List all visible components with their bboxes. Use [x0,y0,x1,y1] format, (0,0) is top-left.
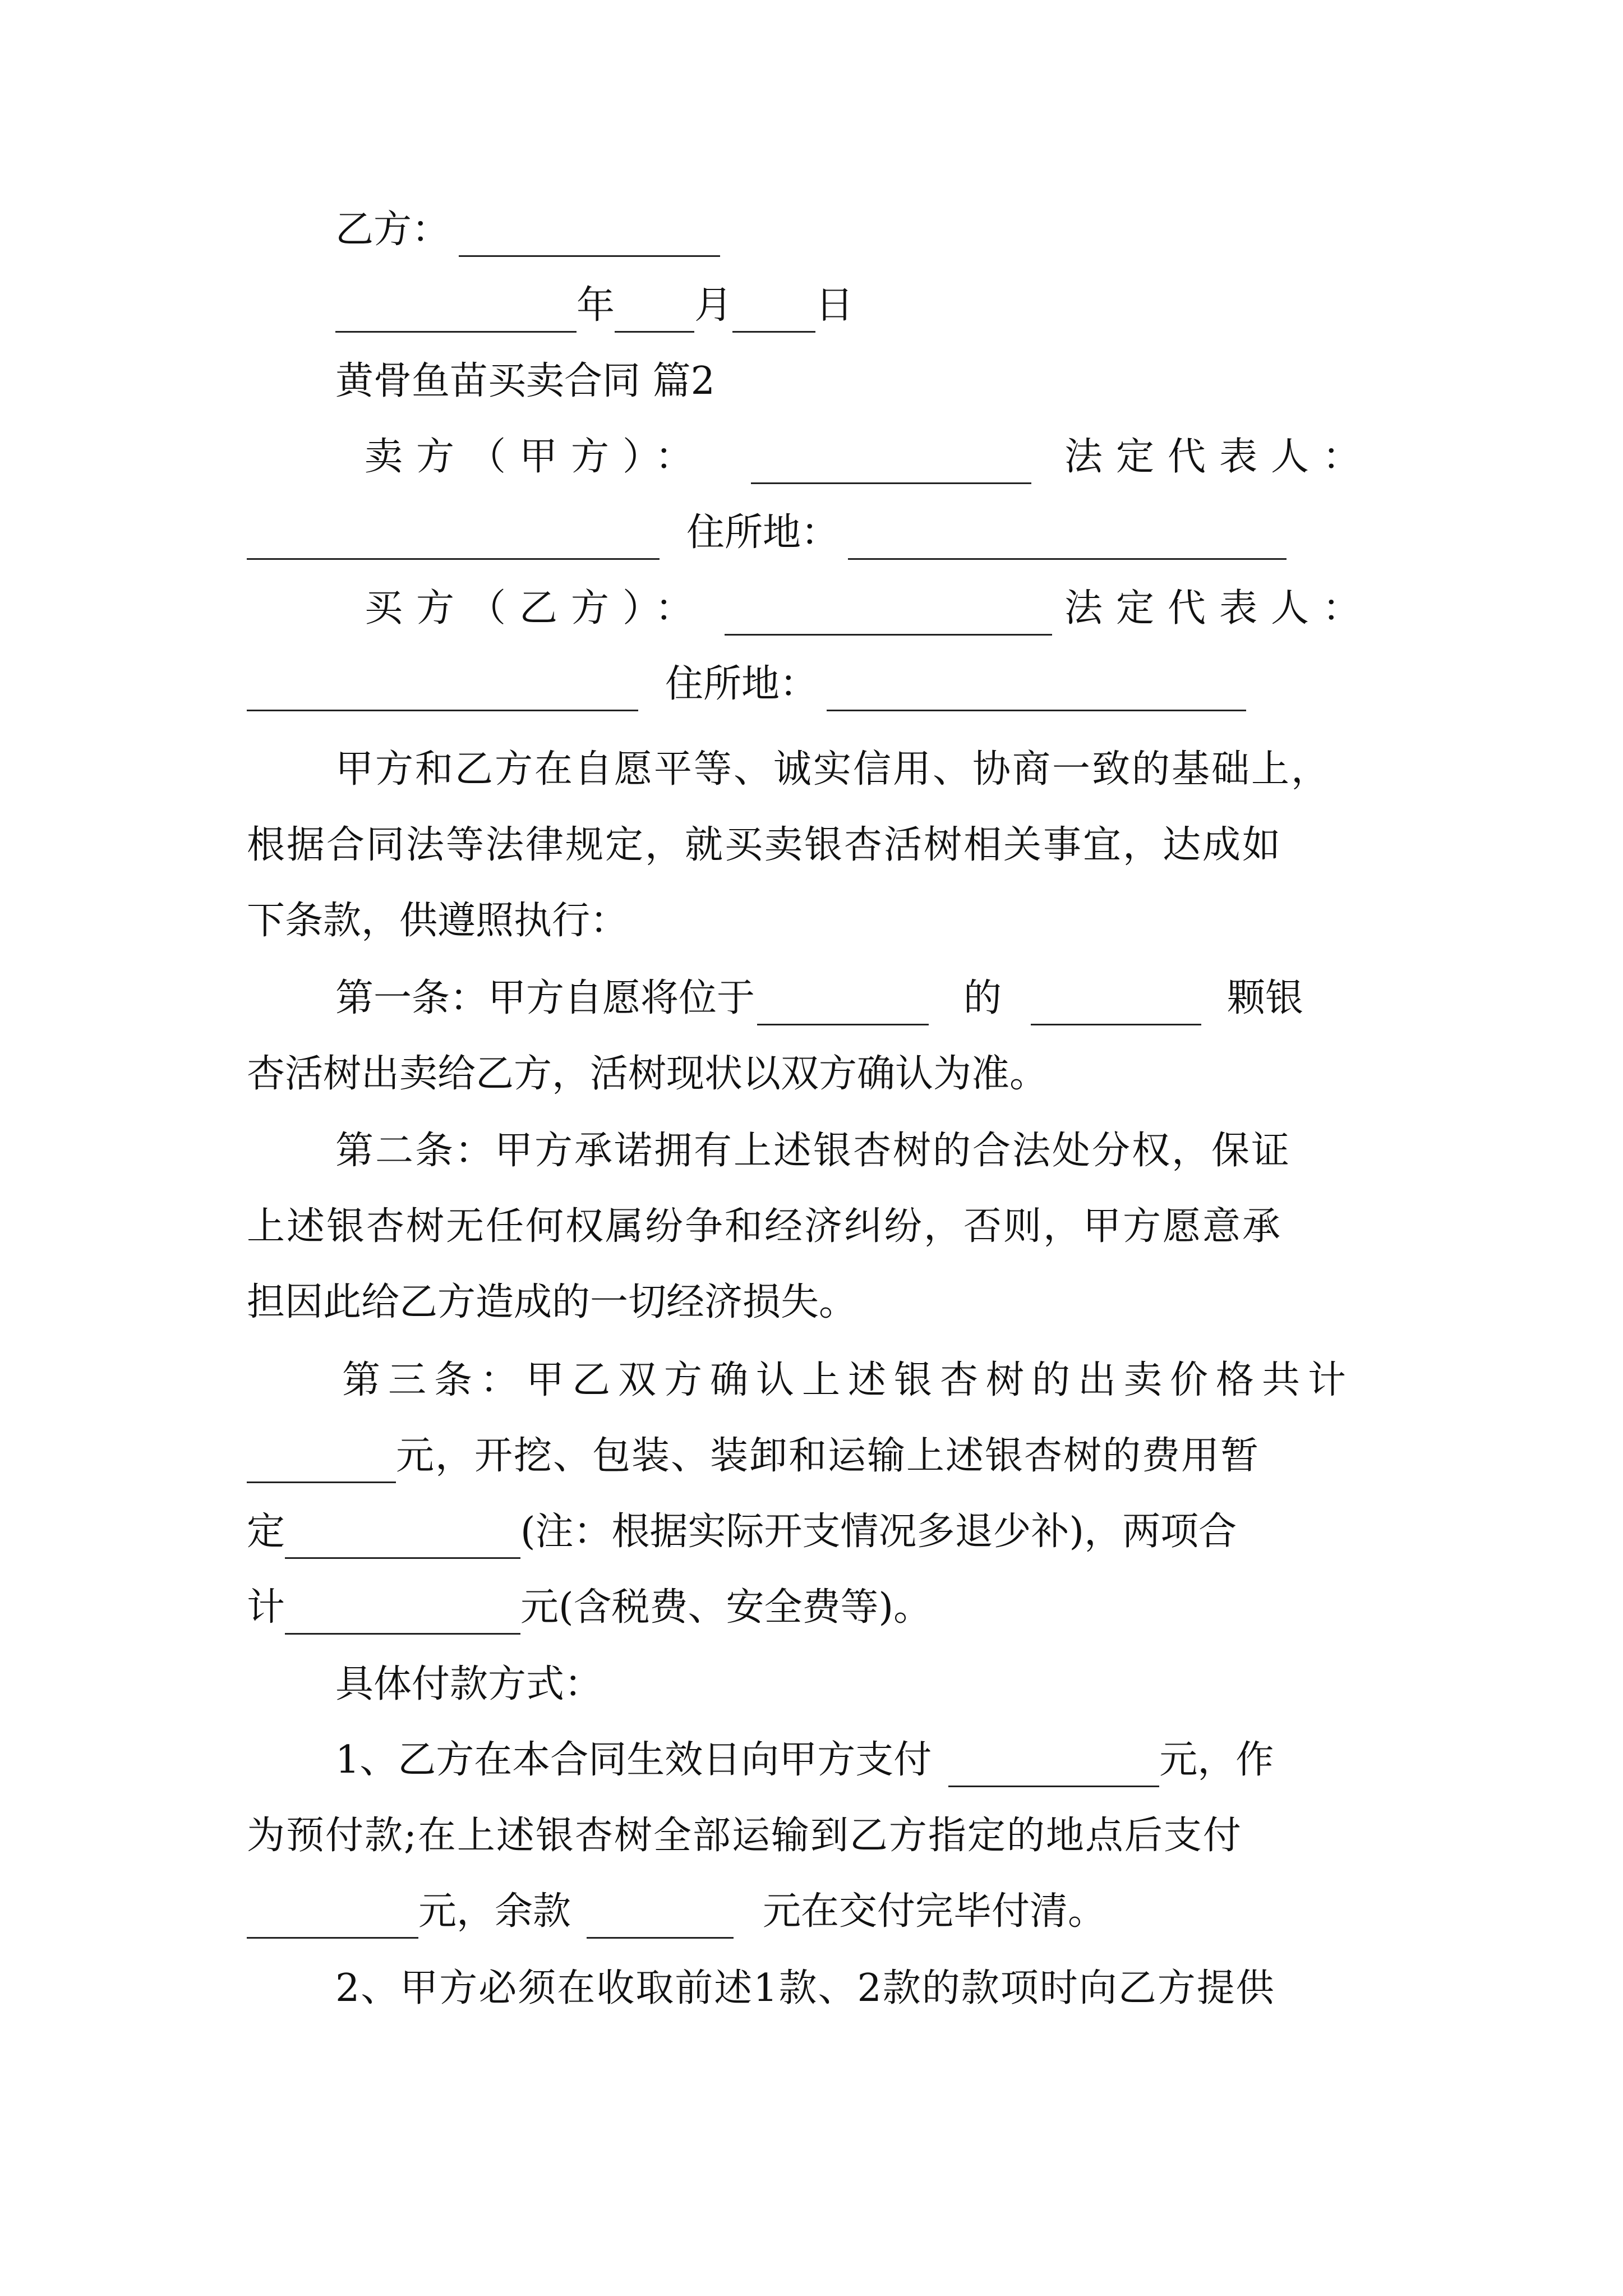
payment-1-text-b: 元，作 [1159,1738,1274,1782]
article-3-text-4b: 元(含税费、安全费等)。 [520,1585,932,1630]
article-3-text-3a: 定 [247,1510,285,1554]
signature-party-b-line [335,203,720,257]
payment-1-prepay-blank[interactable] [948,1744,1159,1787]
day-blank[interactable] [732,289,815,333]
article-3-line-3 [247,1505,1237,1559]
article-2-line-2 [247,1200,1282,1254]
article-1-location-blank[interactable] [757,982,929,1025]
article-1-line-1 [335,972,1303,1025]
buyer-rep-blank[interactable] [247,668,638,711]
payment-1-line-1 [335,1733,1274,1787]
party-b-blank[interactable] [459,214,720,257]
year-label: 年 [577,283,615,328]
date-line [335,279,854,333]
article-2-text-3: 担因此给乙方造成的一切经济损失。 [247,1280,857,1324]
preamble-text-1: 甲方和乙方在自愿平等、诚实信用、协商一致的基础上， [335,747,1331,792]
buyer-address-line [247,657,1246,711]
payment-heading-text: 具体付款方式： [335,1662,603,1706]
payment-1-text-c: 为预付款;在上述银杏树全部运输到乙方指定的地点后支付 [247,1814,1242,1858]
seller-address-line [247,506,1287,560]
seller-rep-label: 法定代表人： [1064,435,1374,479]
article-2-line-3 [247,1276,857,1329]
payment-1-text-d: 元，余款 [418,1889,571,1934]
article-3-price-blank[interactable] [247,1440,396,1483]
day-label: 日 [815,283,854,328]
year-blank[interactable] [335,289,577,333]
preamble-text-2: 根据合同法等法律规定，就买卖银杏活树相关事宜，达成如 [247,823,1283,867]
article-1-count-blank[interactable] [1031,982,1201,1025]
seller-label: 卖方（甲方）： [365,435,707,479]
payment-1-text-a: 1、乙方在本合同生效日向甲方支付 [335,1738,932,1782]
article-3-line-4 [247,1581,932,1635]
buyer-label: 买方（乙方）： [365,586,707,631]
article-3-line-2 [247,1429,1260,1483]
month-label: 月 [694,283,733,328]
preamble-line-3 [247,894,628,948]
payment-1-second-blank[interactable] [247,1895,418,1939]
seller-blank[interactable] [751,441,1031,484]
article-1-line-2 [247,1047,1048,1101]
article-3-text-3b: (注：根据实际开支情况多退少补)，两项合 [520,1510,1237,1554]
payment-2-text: 2、甲方必须在收取前述1款、2款的款项时向乙方提供 [335,1966,1275,2010]
buyer-blank[interactable] [725,592,1052,636]
party-b-label: 乙方： [335,208,450,252]
article-1-text-b: 的 [963,976,1002,1020]
month-blank[interactable] [615,289,694,333]
article-1-text-a: 第一条：甲方自愿将位于 [335,976,755,1020]
article-2-text-2: 上述银杏树无任何权属纷争和经济纠纷，否则，甲方愿意承 [247,1204,1283,1249]
payment-1-line-2 [247,1809,1242,1863]
preamble-line-2 [247,818,1282,872]
article-3-text-2: 元，开挖、包装、装卸和运输上述银杏树的费用暂 [396,1434,1260,1478]
article-1-text-c: 颗银 [1227,976,1304,1020]
article-3-line-1 [342,1354,1354,1407]
payment-1-line-3 [247,1885,1106,1939]
article-3-text-4a: 计 [247,1585,285,1630]
article-1-text-d: 杏活树出卖给乙方，活树现状以双方确认为准。 [247,1052,1048,1096]
payment-1-text-e: 元在交付完毕付清。 [763,1889,1106,1934]
seller-address-blank[interactable] [848,517,1287,560]
preamble-line-1 [335,743,1331,797]
buyer-rep-label: 法定代表人： [1064,586,1374,631]
seller-rep-blank[interactable] [247,517,660,560]
seller-address-label: 住所地： [686,510,840,555]
payment-heading [335,1658,602,1711]
payment-2-line-1 [335,1962,1275,2016]
seller-line [365,430,1374,484]
article-3-total-blank[interactable] [285,1591,520,1635]
article-2-line-1 [335,1124,1291,1178]
contract-title [335,355,715,408]
buyer-address-blank[interactable] [827,668,1246,711]
article-2-text-1: 第二条：甲方承诺拥有上述银杏树的合法处分权，保证 [335,1129,1292,1173]
preamble-text-3: 下条款，供遵照执行： [247,899,629,943]
buyer-address-label: 住所地： [665,662,818,706]
contract-title-text: 黄骨鱼苗买卖合同 篇2 [335,359,715,403]
article-3-text-1: 第三条：甲乙双方确认上述银杏树的出卖价格共计 [342,1358,1354,1402]
buyer-line [365,582,1374,636]
payment-1-balance-blank[interactable] [587,1895,734,1939]
article-3-fee-blank[interactable] [285,1516,520,1559]
